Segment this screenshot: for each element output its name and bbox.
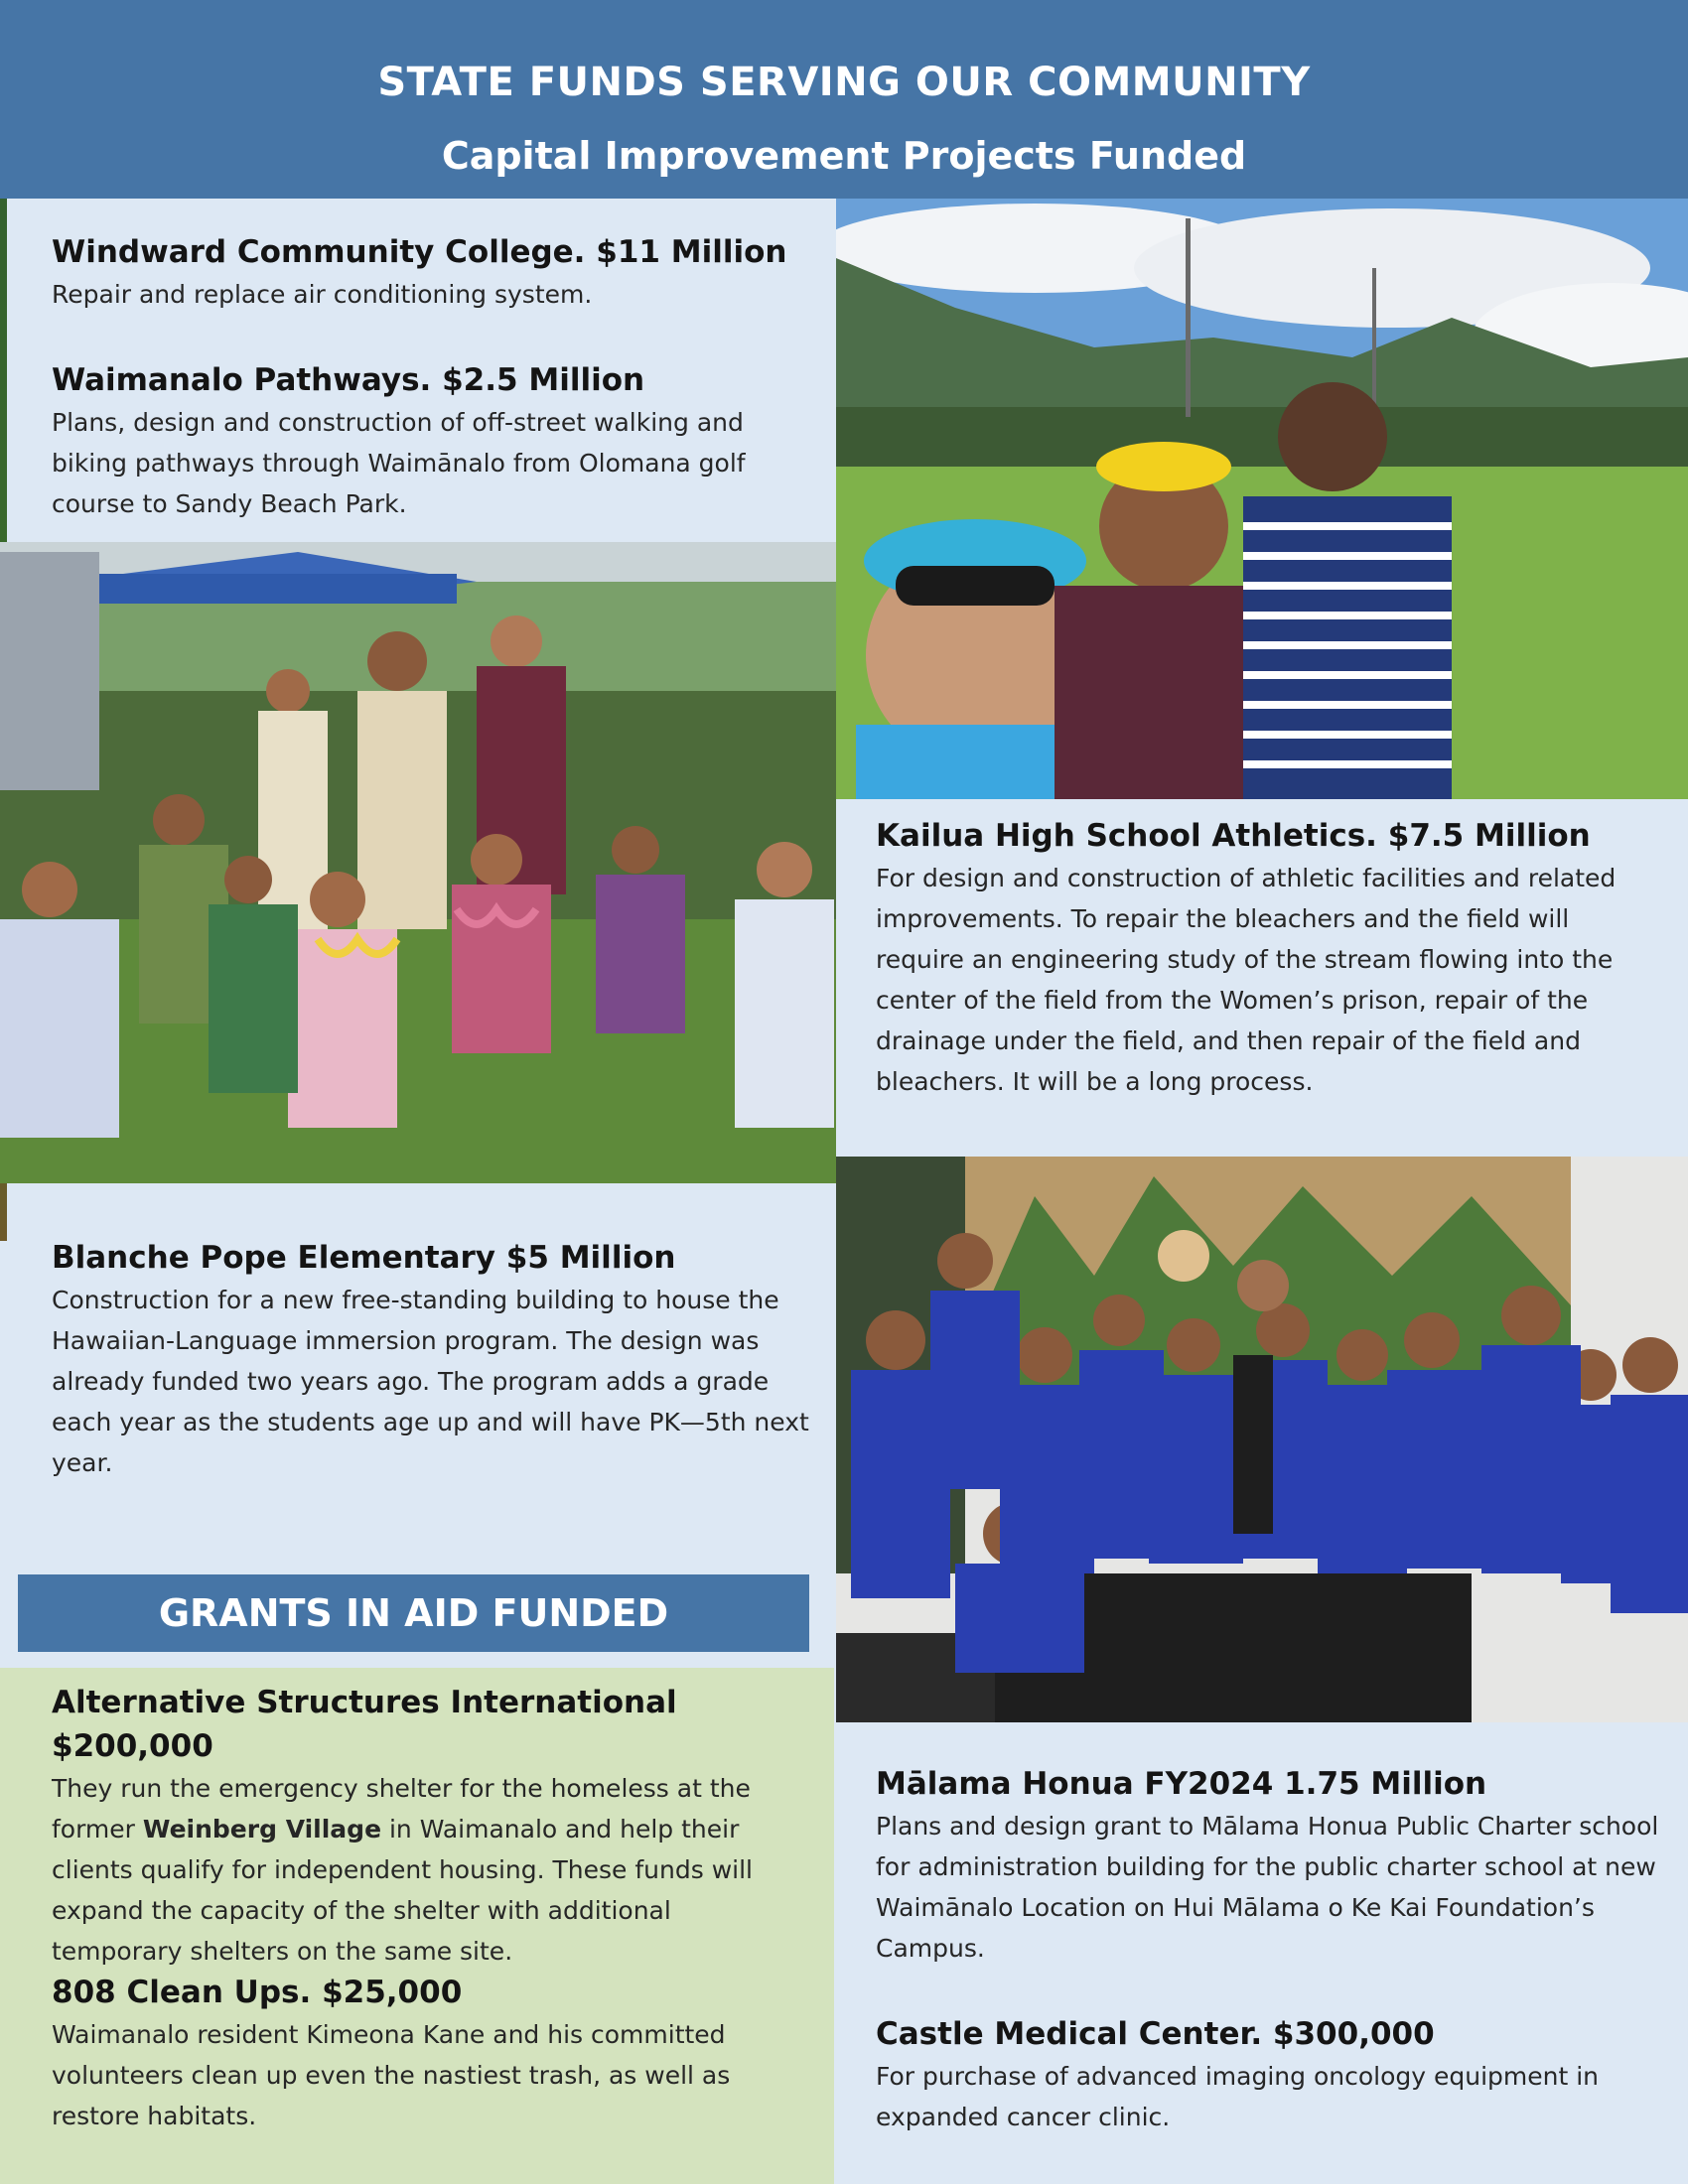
grant-description: Waimanalo resident Kimeona Kane and his committed volunteers clean up even the nastiest trash, as well as restore habitats. (52, 2020, 731, 2130)
project-title: Castle Medical Center. $300,000 (876, 2016, 1435, 2052)
grant-description: They run the emergency shelter for the homeless at the former Weinberg Village in Waimanalo and help their clients qualify for independent housing. These funds will expand the capacity of the shelter with additional temporary shelters on the same site. (52, 1774, 753, 1966)
grant-alternative-structures (52, 1681, 806, 1972)
project-windward (52, 230, 816, 315)
project-title: Blanche Pope Elementary $5 Million (52, 1240, 676, 1276)
project-title: Kailua High School Athletics. $7.5 Million (876, 818, 1591, 854)
photo-malama-honua-students (836, 1157, 1688, 1722)
grant-title: 808 Clean Ups. $25,000 (52, 1975, 463, 2010)
project-description: For design and construction of athletic facilities and related improvements. To repair the bleachers and the field will require an engineering study of the stream flowing into the center of the field from the Women’s prison, repair of the drainage under the field, and then repair of the field and bleachers. It will be a long process. (876, 864, 1617, 1096)
photo-school-gathering (0, 542, 836, 1183)
project-waimanalo-pathways (52, 358, 826, 524)
project-castle-medical (876, 2012, 1660, 2137)
project-description: Plans and design grant to Mālama Honua Public Charter school for administration building for the public charter school at new Waimānalo Location on Hui Mālama o Ke Kai Foundation’s Campus. (876, 1812, 1659, 1963)
project-title: Waimanalo Pathways. $2.5 Million (52, 362, 645, 398)
project-description: Construction for a new free-standing building to house the Hawaiian-Language immersion program. The design was already funded two years ago. The program adds a grade each year as the students age up and will have PK—5th next year. (52, 1286, 809, 1477)
grant-808-clean-ups (52, 1971, 806, 2136)
project-title: Windward Community College. $11 Million (52, 234, 787, 270)
project-description: Repair and replace air conditioning system. (52, 280, 593, 309)
weinberg-village-bold: Weinberg Village (142, 1815, 382, 1843)
project-description: For purchase of advanced imaging oncology equipment in expanded cancer clinic. (876, 2062, 1600, 2131)
project-kailua-athletics (876, 814, 1660, 1102)
project-malama-honua (876, 1762, 1660, 1969)
photo-kailua-field (836, 199, 1688, 799)
page-subtitle: Capital Improvement Projects Funded (441, 134, 1247, 178)
project-description: Plans, design and construction of off-street walking and biking pathways through Waimānalo from Olomana golf course to Sandy Beach Park. (52, 408, 746, 518)
project-blanche-pope (52, 1236, 816, 1483)
project-title: Mālama Honua FY2024 1.75 Million (876, 1766, 1487, 1802)
page-title: STATE FUNDS SERVING OUR COMMUNITY (377, 60, 1311, 105)
page-header (0, 0, 1688, 199)
grants-heading: GRANTS IN AID FUNDED (18, 1574, 809, 1652)
grant-title: Alternative Structures International $200,000 (52, 1685, 677, 1764)
